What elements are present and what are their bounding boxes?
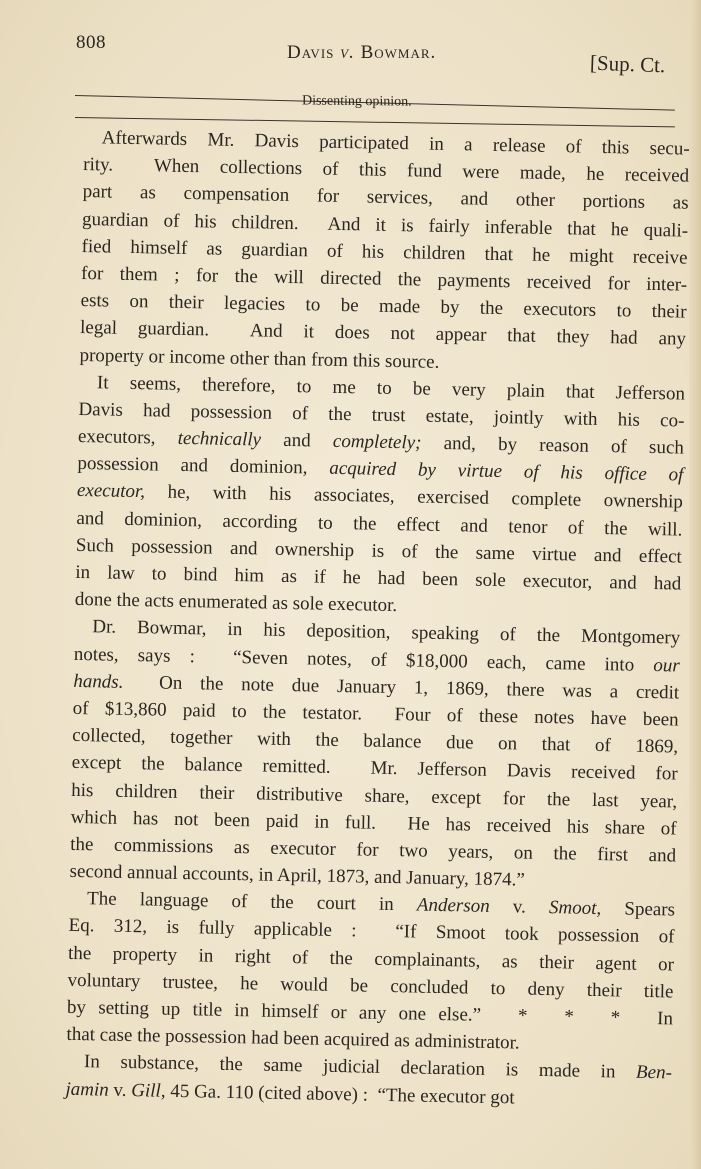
text-segment: done the acts enumerated as sole executor. (74, 589, 398, 617)
text-segment: of $13,860 paid to the testator. Four of these notes have been (72, 697, 679, 731)
opinion-text (65, 124, 690, 1114)
text-segment: voluntary trustee, he would be concluded to deny their title (67, 969, 674, 1003)
text-segment: in law to bind him as if he had been sole executor, and had (75, 561, 682, 595)
text-segment: v. (489, 896, 550, 919)
text-segment: Eq. 312, is fully applicable : “If Smoot took possession of (68, 915, 675, 948)
text-segment: The language of the court in (86, 888, 418, 916)
italic-text: acquired by virtue of his office of (329, 458, 684, 486)
text-segment: notes, says : “Seven notes, of $18,000 each, came into (73, 643, 654, 676)
text-segment: and dominion, according to the effect and tenor of the will. (76, 507, 683, 541)
paragraph (75, 369, 686, 625)
text-segment: Dr. Bowmar, in his deposition, speaking of the Montgomery (92, 616, 681, 649)
paragraph (69, 613, 680, 896)
text-segment: for them ; for the will directed the payments received for inter- (80, 262, 688, 296)
text-segment: fied himself as guardian of his children that he might receive (81, 235, 688, 269)
paragraph (79, 124, 690, 380)
text-segment: v. (108, 1079, 132, 1101)
text-segment: Spears (601, 898, 676, 921)
text-segment: the commissions as executor for two years, on the first and (69, 833, 677, 867)
italic-text: hands. (73, 670, 124, 693)
title-versus: v. (340, 42, 355, 63)
title-party-1: Davis (287, 42, 335, 63)
italic-text: jamin (65, 1078, 109, 1101)
italic-text: technically (177, 427, 262, 451)
italic-text: executor, (76, 480, 146, 503)
text-segment: 45 Ga. 110 (cited above) : “The executor got (165, 1080, 515, 1109)
text-segment: guardian of his children. And it is fairly inferable that he quali- (81, 208, 689, 242)
text-segment: he, with his associates, exercised complete ownership (144, 481, 684, 514)
text-segment: part as compensation for services, and other portions as (82, 181, 689, 214)
text-segment: It seems, therefore, to me to be very plain that Jefferson (96, 371, 686, 405)
text-segment: his children their distributive share, except for the last year, (71, 779, 678, 813)
text-segment: rity. When collections of this fund were made, he received (83, 154, 690, 187)
page-edge-shadow (689, 0, 701, 1169)
italic-text: Gill, (131, 1079, 166, 1102)
paragraph (66, 885, 675, 1060)
text-segment: executors, (77, 426, 178, 449)
italic-text: Anderson (416, 894, 490, 918)
text-segment: ests on their legacies to be made by the executors to their (80, 290, 687, 323)
text-segment: and, by reason of such (421, 432, 685, 459)
text-segment: by setting up title in himself or any one else.” * * * In (66, 996, 674, 1030)
italic-text: completely; (332, 430, 422, 454)
text-segment: Such possession and ownership is of the same virtue and effect (75, 534, 683, 568)
italic-text: our (653, 654, 680, 677)
text-segment: Davis had possession of the trust estate, jointly with his co- (78, 398, 685, 432)
section-heading: Dissenting opinion. (301, 93, 412, 110)
text-segment: Afterwards Mr. Davis participated in a release of this secu- (101, 127, 690, 160)
running-title (287, 42, 436, 64)
text-segment: legal guardian. And it does not appear that they had any (79, 317, 687, 350)
text-segment: that case the possession had been acquired as administrator. (66, 1024, 520, 1054)
text-segment: collected, together with the balance due on that of 1869, (72, 725, 679, 758)
italic-text: Smoot, (548, 897, 602, 920)
text-segment: and (260, 429, 334, 452)
text-segment: second annual accounts, in April, 1873, and January, 1874.” (69, 860, 525, 891)
text-segment: which has not been paid in full. He has received his share of (70, 806, 677, 840)
title-party-2: Bowmar. (360, 42, 437, 63)
text-segment: property or income other than from this source. (79, 344, 440, 373)
text-segment: In substance, the same judicial declaration is made in (83, 1051, 637, 1084)
text-segment: possession and dominion, (77, 453, 330, 480)
text-segment: except the balance remitted. Mr. Jefferson Davis received for (71, 752, 678, 785)
text-segment: On the note due January 1, 1869, there was a credit (123, 671, 680, 704)
paragraph (65, 1048, 672, 1114)
italic-text: Ben- (635, 1062, 673, 1084)
page-number: 808 (76, 32, 106, 53)
text-segment: the property in right of the complainants, as their agent or (67, 942, 675, 976)
court-label: [Sup. Ct. (589, 50, 666, 78)
